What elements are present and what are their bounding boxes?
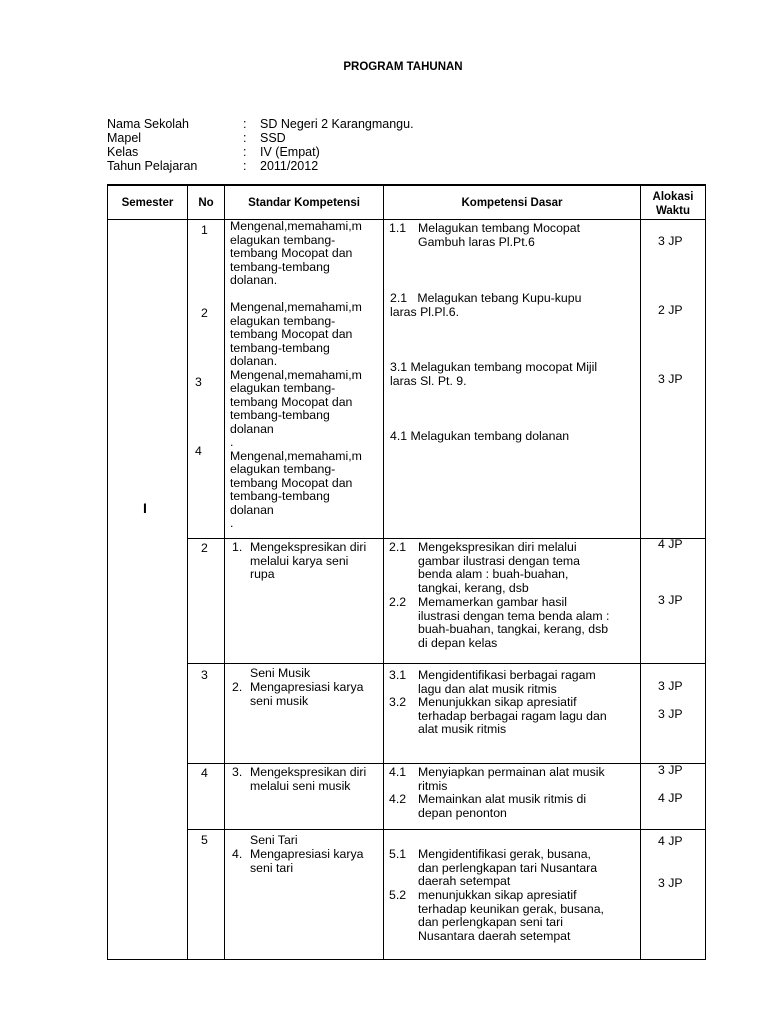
kd-item [390, 361, 597, 388]
sk-line: tembang Mocopat dan [230, 327, 353, 341]
sk-line: . [230, 435, 234, 449]
row-number: 5 [201, 833, 208, 847]
kd-line: gambar ilustrasi dengan tema [418, 553, 580, 568]
meta-colon: : [243, 117, 247, 131]
sk-line: melalui seni musik [250, 778, 351, 793]
kd-number: 2.1 [390, 291, 408, 305]
kd-line: Melagukan tembang Mocopat [418, 221, 581, 235]
header-semester: Semester [121, 197, 174, 209]
alokasi-value: 3 JP [658, 876, 683, 890]
meta-label: Nama Sekolah [107, 117, 189, 131]
meta-label: Mapel [107, 131, 142, 145]
row-divider [187, 663, 706, 664]
sk-line: Mengenal,memahami,m [230, 367, 362, 382]
sk-number: 2. [232, 680, 243, 694]
kd-number: 3.1 [390, 360, 408, 374]
row-divider [187, 763, 706, 764]
kd-line: buah-buahan, tangkai, kerang, dsb [418, 622, 609, 636]
alokasi-value: 3 JP [658, 593, 683, 607]
row-number: 2 [201, 541, 208, 555]
sk-line: tembang-tembang [230, 340, 330, 355]
header-alokasi-waktu [641, 190, 705, 218]
sk-line: melalui karya seni [250, 553, 349, 568]
standar-kompetensi-text [230, 220, 362, 531]
sk-number: 4. [232, 847, 243, 861]
header-bottom-border [107, 219, 706, 220]
row-number: 4 [195, 444, 202, 458]
kd-text [418, 669, 596, 696]
sk-line: . [230, 516, 234, 530]
kd-number: 1.1 [389, 221, 407, 235]
kd-line: Mengidentifikasi berbagai ragam [418, 668, 596, 682]
kd-line: dan perlengkapan tari Nusantara [418, 860, 598, 875]
sk-lines [250, 766, 366, 793]
kd-line: tangkai, kerang, dsb [418, 580, 529, 595]
meta-label: Tahun Pelajaran [107, 159, 198, 173]
sk-line: tembang-tembang [230, 259, 330, 274]
meta-colon: : [243, 159, 247, 173]
sk-line: Mengekspresikan diri [250, 765, 367, 779]
kd-line: terhadap berbagai ragam lagu dan [418, 708, 607, 723]
kd-text [418, 541, 580, 595]
sk-number: 1. [232, 540, 243, 554]
kd-line: Melagukan tebang Kupu-kupu [417, 291, 582, 305]
header-standar-kompetensi: Standar Kompetensi [248, 197, 360, 209]
sk-line: tembang Mocopat dan [230, 475, 353, 490]
sk-line: tembang-tembang [230, 408, 330, 422]
kd-text [418, 889, 604, 943]
kd-line: Gambuh laras Pl.Pt.6 [418, 234, 535, 249]
sk-heading: Seni Musik [250, 666, 311, 680]
kd-text [418, 848, 597, 889]
column-divider [383, 184, 384, 960]
meta-label: Kelas [107, 145, 139, 159]
sk-line: seni tari [250, 860, 294, 875]
kd-number: 3.2 [389, 695, 407, 709]
kd-line: lagu dan alat musik ritmis [418, 681, 557, 696]
table-left-border [107, 184, 108, 960]
kd-text [418, 696, 607, 737]
kd-number: 2.1 [389, 540, 407, 554]
row-number: 4 [201, 766, 208, 780]
sk-line: tembang-tembang [230, 489, 330, 503]
kd-line: laras Pl.Pl.6. [390, 304, 460, 319]
sk-line: Mengenal,memahami,m [230, 300, 362, 314]
kd-line: dan perlengkapan seni tari [418, 915, 563, 929]
kd-line: Menunjukkan sikap apresiatif [418, 695, 577, 709]
kd-line: benda alam : buah-buahan, [418, 567, 569, 581]
table-right-border [705, 184, 706, 960]
sk-line: dolanan. [230, 354, 278, 368]
sk-line: Mengenal,memahami,m [230, 219, 362, 233]
kd-line: terhadap keunikan gerak, busana, [418, 901, 604, 916]
alokasi-value: 4 JP [658, 834, 683, 848]
meta-row-year [107, 159, 414, 173]
alokasi-value: 3 JP [658, 234, 683, 248]
kd-line: Memainkan alat musik ritmis di [418, 792, 587, 806]
row-number: 3 [195, 375, 202, 389]
sk-line: elagukan tembang- [230, 232, 336, 247]
kd-line: Memamerkan gambar hasil [418, 595, 567, 609]
sk-line: elagukan tembang- [230, 313, 336, 328]
kd-line: Menyiapkan permainan alat musik [418, 765, 605, 779]
column-divider [187, 184, 188, 960]
meta-value: SD Negeri 2 Karangmangu. [260, 117, 414, 131]
kd-line: Mengidentifikasi gerak, busana, [418, 847, 591, 861]
kd-item [390, 292, 581, 319]
meta-value: IV (Empat) [260, 145, 320, 159]
kd-line: ilustrasi dengan tema benda alam : [418, 608, 610, 623]
meta-row-class [107, 145, 414, 159]
kd-number: 5.2 [389, 888, 407, 902]
header-alokasi-line: Alokasi [652, 191, 694, 203]
column-divider [224, 184, 225, 960]
meta-value: 2011/2012 [260, 159, 319, 173]
kd-line: Melagukan tembang dolanan [410, 429, 570, 443]
alokasi-value: 3 JP [658, 707, 683, 721]
kd-line: di depan kelas [418, 635, 498, 650]
kd-line: Mengekspresikan diri melalui [418, 540, 577, 554]
sk-lines [250, 681, 363, 708]
sk-line: dolanan. [230, 273, 278, 287]
kd-line: menunjukkan sikap apresiatif [418, 888, 577, 902]
kd-item [390, 430, 569, 444]
sk-line: tembang Mocopat dan [230, 394, 353, 409]
kd-line: ritmis [418, 778, 448, 793]
sk-line: Mengekspresikan diri [250, 540, 367, 554]
row-number: 3 [201, 668, 208, 682]
row-divider [187, 829, 706, 830]
kd-number: 4.1 [389, 765, 407, 779]
column-divider [640, 184, 641, 960]
meta-row-school [107, 117, 414, 131]
alokasi-value: 3 JP [658, 679, 683, 693]
alokasi-value: 3 JP [658, 763, 683, 777]
alokasi-value: 4 JP [658, 791, 683, 805]
row-divider [187, 538, 706, 539]
kd-line: Nusantara daerah setempat [418, 928, 571, 943]
page-title: PROGRAM TAHUNAN [343, 61, 463, 73]
alokasi-value: 2 JP [658, 303, 683, 317]
kd-line: alat musik ritmis [418, 722, 507, 736]
meta-row-subject [107, 131, 414, 145]
kd-number: 3.1 [389, 668, 407, 682]
document-meta [107, 117, 414, 173]
sk-lines [250, 848, 363, 875]
sk-line: Mengapresiasi karya [250, 680, 364, 694]
meta-value: SSD [260, 131, 286, 145]
kd-number: 2.2 [389, 595, 407, 609]
kd-line: laras Sl. Pt. 9. [390, 373, 467, 388]
sk-lines [250, 541, 366, 582]
sk-line: elagukan tembang- [230, 381, 336, 395]
kd-number: 4.2 [389, 792, 407, 806]
sk-line: dolanan [230, 421, 274, 436]
alokasi-value: 4 JP [658, 537, 683, 551]
sk-line: elagukan tembang- [230, 462, 336, 476]
kd-text [418, 793, 586, 820]
sk-line: rupa [250, 567, 275, 581]
row-number: 1 [201, 223, 208, 237]
kd-text [418, 596, 609, 650]
meta-colon: : [243, 145, 247, 159]
sk-heading: Seni Tari [250, 833, 298, 847]
sk-line: tembang Mocopat dan [230, 246, 353, 260]
sk-number: 3. [232, 765, 243, 779]
table-bottom-border [107, 959, 706, 960]
sk-line: seni musik [250, 693, 309, 708]
alokasi-value: 3 JP [658, 372, 683, 386]
header-no: No [198, 197, 214, 209]
kd-number: 5.1 [389, 847, 407, 861]
sk-line [230, 288, 362, 302]
sk-line: dolanan [230, 502, 274, 517]
kd-line: depan penonton [418, 805, 507, 820]
kd-text [418, 766, 605, 793]
meta-colon: : [243, 131, 247, 145]
kd-line: daerah setempat [418, 874, 511, 888]
sk-line: Mengapresiasi karya [250, 847, 364, 861]
row-number: 2 [201, 306, 208, 320]
sk-line: Mengenal,memahami,m [230, 448, 362, 463]
kd-number: 4.1 [390, 429, 408, 443]
kd-line: Melagukan tembang mocopat Mijil [410, 360, 598, 374]
header-kompetensi-dasar: Kompetensi Dasar [461, 197, 563, 209]
kd-text [418, 222, 580, 249]
table-top-border [107, 184, 706, 186]
header-waktu-line: Waktu [655, 205, 691, 217]
semester-value: I [143, 500, 147, 516]
